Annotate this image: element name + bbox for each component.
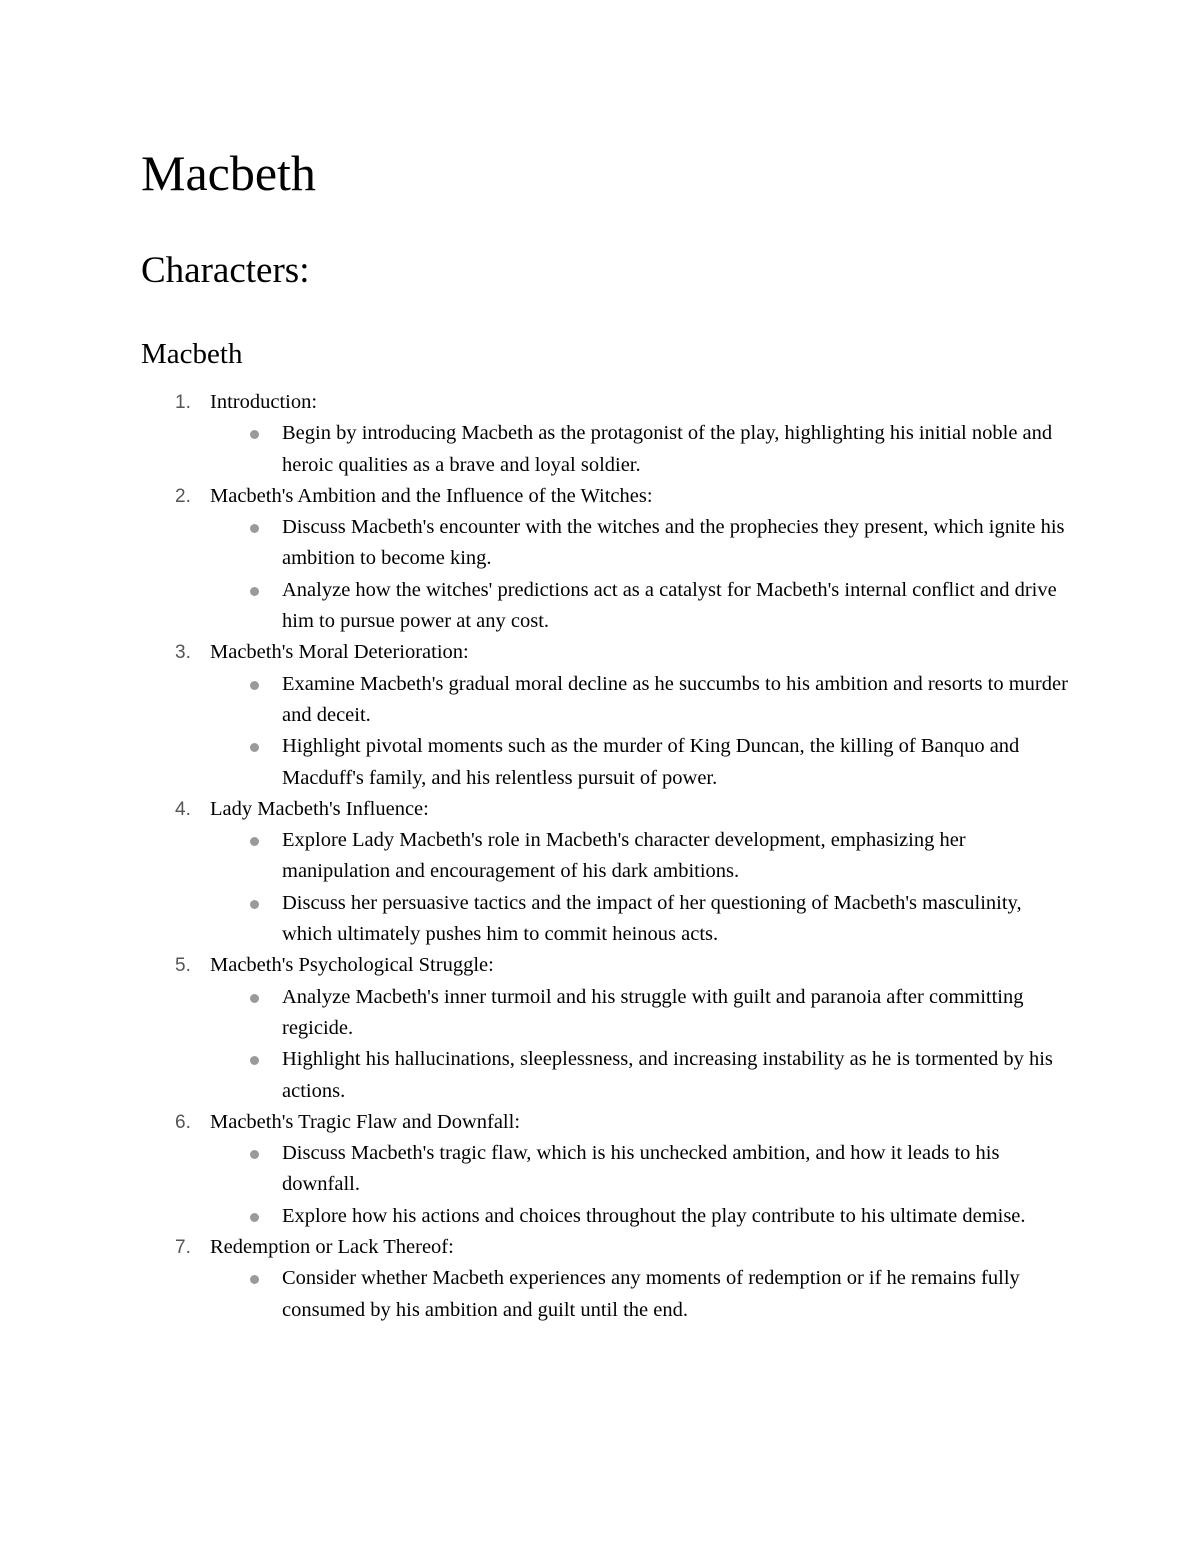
document-title: Macbeth [141,145,316,201]
bullet-list [210,512,1071,637]
bullet-dot-icon [250,430,259,439]
bullet-text: Discuss Macbeth's tragic flaw, which is his unchecked ambition, and how it leads to his downfall. [282,1142,1000,1196]
list-number: 4. [175,798,191,820]
bullet-item [210,982,1071,1045]
bullet-item [210,888,1071,951]
bullet-dot-icon [250,743,259,752]
bullet-text: Explore Lady Macbeth's role in Macbeth's character development, emphasizing her manipulation and encouragement of his dark ambitions. [282,829,966,883]
outline-item-heading: Macbeth's Psychological Struggle: [210,954,494,977]
bullet-list [210,982,1071,1107]
outline-item [141,950,1071,1106]
bullet-dot-icon [250,524,259,533]
bullet-text: Highlight his hallucinations, sleeplessness, and increasing instability as he is tormented by his actions. [282,1048,1053,1102]
bullet-text: Explore how his actions and choices throughout the play contribute to his ultimate demise. [282,1204,1026,1227]
outline-item [141,1107,1071,1232]
bullet-text: Consider whether Macbeth experiences any moments of redemption or if he remains fully consumed by his ambition and guilt until the end. [282,1267,1020,1321]
bullet-text: Discuss her persuasive tactics and the impact of her questioning of Macbeth's masculinity, which ultimately pushes him to commit heinous acts. [282,891,1022,946]
outline-item [141,1232,1071,1326]
bullet-text: Analyze Macbeth's inner turmoil and his struggle with guilt and paranoia after committing regicide. [282,985,1024,1039]
bullet-dot-icon [250,587,259,596]
bullet-text: Discuss Macbeth's encounter with the witches and the prophecies they present, which ignite his ambition to become king. [282,516,1065,570]
outline-item-heading: Macbeth's Moral Deterioration: [210,641,469,664]
list-number: 7. [175,1237,191,1259]
numbered-outline [141,387,1071,1326]
bullet-list [210,1138,1071,1232]
outline-item-heading: Macbeth's Tragic Flaw and Downfall: [210,1110,521,1133]
outline-item [141,481,1071,637]
outline-item [141,387,1071,481]
list-number: 1. [175,392,191,413]
outline-item-heading: Macbeth's Ambition and the Influence of the Witches: [210,484,653,507]
bullet-dot-icon [250,994,259,1003]
bullet-item [210,1201,1071,1232]
bullet-text: Analyze how the witches' predictions act as a catalyst for Macbeth's internal conflict and drive him to pursue power at any cost. [282,578,1057,633]
outline-item-heading: Lady Macbeth's Influence: [210,797,429,820]
bullet-item [210,512,1071,575]
bullet-dot-icon [250,1275,259,1284]
bullet-item [210,1138,1071,1201]
bullet-dot-icon [250,900,259,909]
bullet-item [210,1044,1071,1107]
bullet-text: Begin by introducing Macbeth as the protagonist of the play, highlighting his initial noble and heroic qualities as a brave and loyal soldier. [282,422,1053,476]
outline-item [141,794,1071,950]
bullet-text: Examine Macbeth's gradual moral decline as he succumbs to his ambition and resorts to murder and deceit. [282,672,1068,726]
outline-item [141,637,1071,793]
bullet-item [210,669,1071,732]
bullet-dot-icon [250,681,259,690]
outline-item-heading: Redemption or Lack Thereof: [210,1236,454,1259]
bullet-dot-icon [250,837,259,846]
bullet-item [210,575,1071,638]
bullet-list [210,418,1071,481]
bullet-list [210,1263,1071,1326]
list-number: 6. [175,1111,191,1133]
bullet-item [210,418,1071,481]
bullet-dot-icon [250,1213,259,1222]
subsection-heading: Macbeth [141,338,243,370]
bullet-list [210,669,1071,794]
list-number: 3. [175,642,191,664]
bullet-dot-icon [250,1150,259,1159]
outline-item-heading: Introduction: [210,391,318,413]
bullet-text: Highlight pivotal moments such as the murder of King Duncan, the killing of Banquo and Macduff's family, and his relentless pursuit of power. [282,735,1020,789]
list-number: 5. [175,955,191,977]
bullet-item [210,1263,1071,1326]
bullet-dot-icon [250,1056,259,1065]
bullet-item [210,731,1071,794]
section-heading: Characters: [141,250,310,291]
bullet-item [210,825,1071,888]
bullet-list [210,825,1071,950]
list-number: 2. [175,485,191,507]
